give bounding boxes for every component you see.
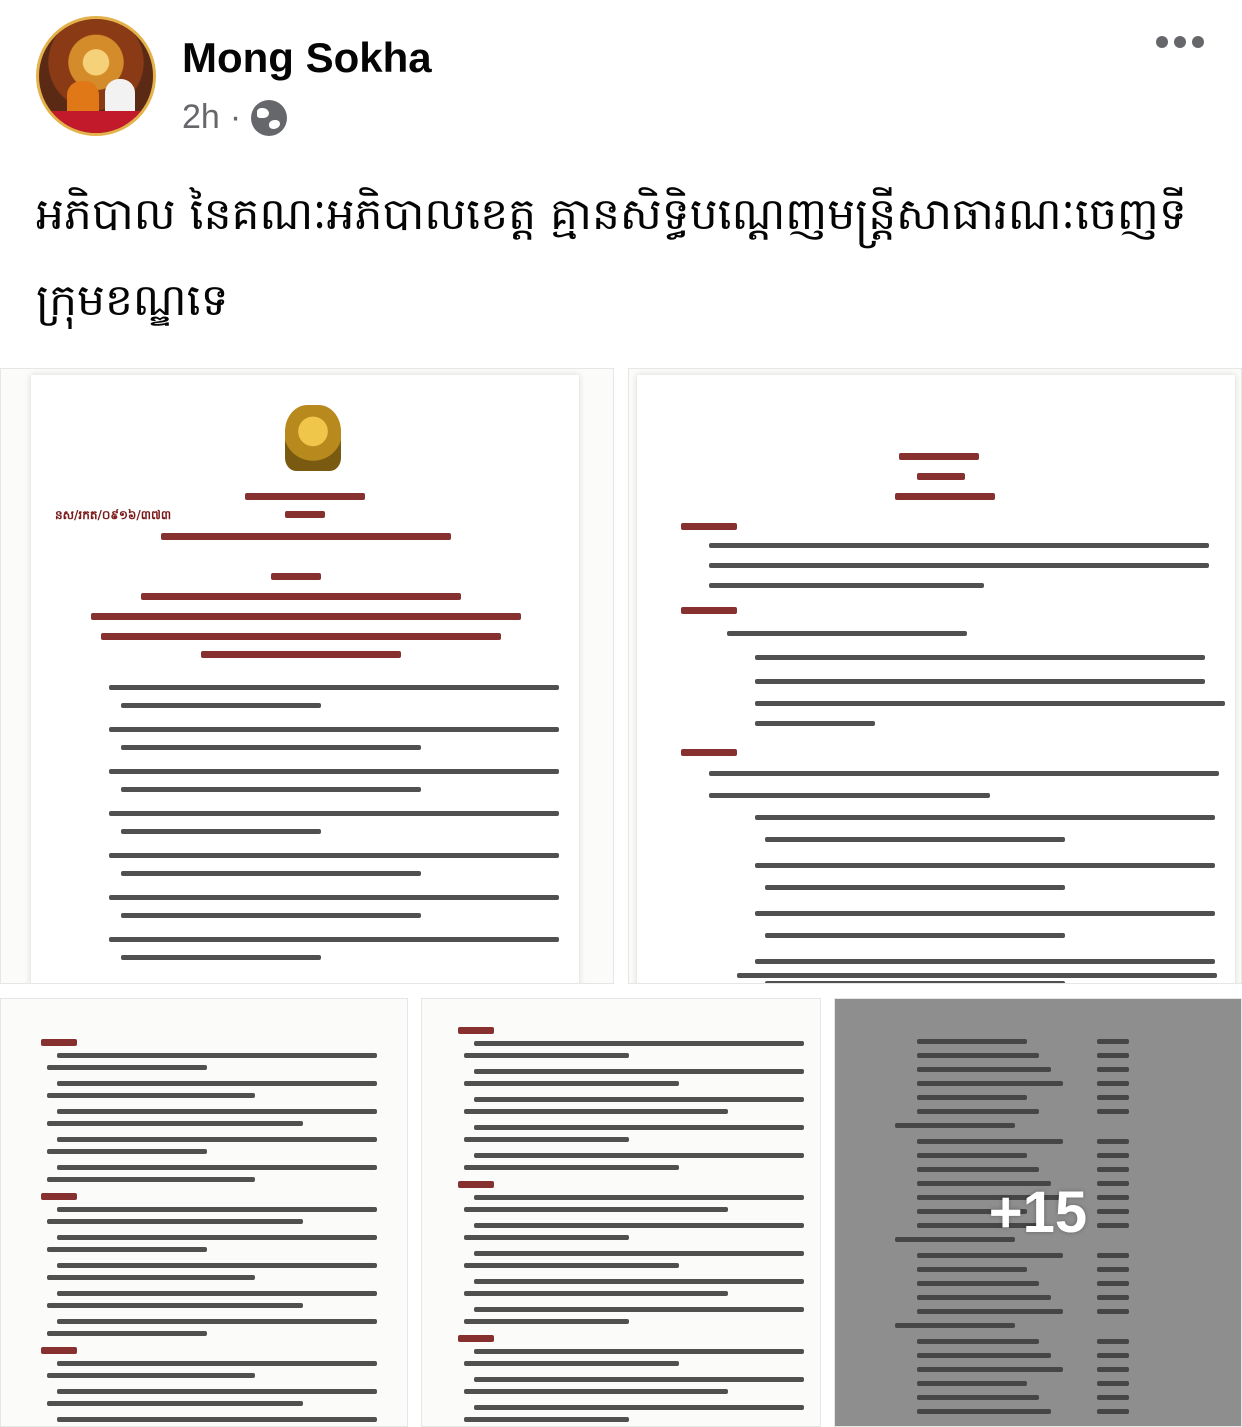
document-text-line (681, 523, 737, 530)
post-header (0, 0, 1242, 150)
document-text-line (464, 1165, 679, 1170)
document-text-line (464, 1081, 679, 1086)
document-text-line (464, 1263, 679, 1268)
document-text-line (285, 511, 325, 518)
document-text-line (47, 1275, 255, 1280)
author-name[interactable]: Mong Sokha (182, 34, 432, 81)
document-text-line (464, 1417, 629, 1422)
document-text-line (755, 655, 1205, 660)
post-time[interactable]: 2h (182, 98, 220, 136)
document-text-line (141, 593, 461, 600)
document-text-line (765, 837, 1065, 842)
document-text-line (41, 1039, 77, 1046)
more-options-icon[interactable] (1156, 36, 1204, 48)
document-text-line (271, 573, 321, 580)
document-text-line (464, 1389, 728, 1394)
document-text-line (474, 1307, 804, 1312)
document-text-line (474, 1405, 804, 1410)
document-text-line (121, 829, 321, 834)
photo-document-3[interactable] (0, 998, 408, 1427)
document-text-line (47, 1303, 303, 1308)
document-text-line (57, 1235, 377, 1240)
more-dot (1174, 36, 1186, 48)
document-text-line (47, 1149, 207, 1154)
post-text: អភិបាល នៃគណៈអភិបាលខេត្ត គ្មានសិទ្ធិបណ្ដេញមន្ត្រីសាធារណៈចេញទីក្រុមខណ្ឌទេ (36, 189, 1187, 326)
document-text-line (755, 721, 875, 726)
document-text-line (41, 1347, 77, 1354)
post-meta (182, 98, 287, 137)
more-photos-overlay[interactable]: +15 (988, 1180, 1088, 1245)
document-text-line (245, 493, 365, 500)
photo-document-4[interactable] (421, 998, 821, 1427)
document-text-line (109, 727, 559, 732)
document-text-line (727, 631, 967, 636)
document-text-line (765, 933, 1065, 938)
more-dot (1156, 36, 1168, 48)
document-text-line (458, 1335, 494, 1342)
document-text-line (109, 811, 559, 816)
document-text-line (47, 1121, 303, 1126)
document-text-line (57, 1081, 377, 1086)
globe-icon[interactable] (251, 100, 287, 136)
royal-crest-icon (285, 405, 341, 471)
document-text-line (474, 1153, 804, 1158)
avatar-banner (39, 111, 153, 133)
photo-document-2[interactable] (628, 368, 1242, 984)
document-page (31, 375, 579, 984)
document-text-line (121, 913, 421, 918)
document-text-line (474, 1069, 804, 1074)
document-text-line (47, 1373, 255, 1378)
document-text-line (47, 1219, 303, 1224)
document-text-line (464, 1361, 679, 1366)
document-text-line (755, 959, 1215, 964)
document-text-line (161, 533, 451, 540)
document-text-line (755, 679, 1205, 684)
document-text-line (474, 1251, 804, 1256)
document-text-line (899, 453, 979, 460)
document-text-line (755, 815, 1215, 820)
document-text-line (458, 1181, 494, 1188)
document-text-line (41, 1193, 77, 1200)
document-text-line (57, 1109, 377, 1114)
document-text-line (121, 703, 321, 708)
document-text-line (109, 685, 559, 690)
document-text-line (57, 1319, 377, 1324)
document-text-line (57, 1361, 377, 1366)
document-text-line (109, 853, 559, 858)
document-text-line (709, 543, 1209, 548)
meta-separator: · (229, 98, 242, 136)
document-text-line (57, 1263, 377, 1268)
document-text-line (47, 1093, 255, 1098)
document-text-line (474, 1349, 804, 1354)
document-text-line (755, 863, 1215, 868)
avatar[interactable] (36, 16, 156, 136)
document-text-line (474, 1377, 804, 1382)
document-text-line (755, 701, 1225, 706)
document-text-line (464, 1137, 629, 1142)
document-text-line (474, 1223, 804, 1228)
more-dot (1192, 36, 1204, 48)
document-text-line (57, 1137, 377, 1142)
document-text-line (121, 745, 421, 750)
document-text-line (109, 895, 559, 900)
document-text-line (201, 651, 401, 658)
document-text-line (121, 871, 421, 876)
document-text-line (121, 787, 421, 792)
document-text-line (755, 911, 1215, 916)
document-text-line (917, 473, 965, 480)
document-text-line (91, 613, 521, 620)
document-reference: នស/រកត/០៩១៦/៣៧៣ (55, 508, 172, 522)
document-text-line (57, 1389, 377, 1394)
document-text-line (57, 1417, 377, 1422)
document-text-line (709, 771, 1219, 776)
document-text-line (681, 607, 737, 614)
document-text-line (737, 973, 1217, 978)
document-text-line (47, 1177, 255, 1182)
document-text-line (57, 1291, 377, 1296)
document-text-line (47, 1331, 207, 1336)
document-text-line (709, 583, 984, 588)
photo-document-1[interactable] (0, 368, 614, 984)
document-text-line (895, 493, 995, 500)
document-text-line (109, 769, 559, 774)
document-text-line (57, 1207, 377, 1212)
document-text-line (464, 1207, 728, 1212)
document-text-line (464, 1319, 629, 1324)
document-text-line (474, 1279, 804, 1284)
document-text-line (474, 1041, 804, 1046)
document-text-line (709, 793, 990, 798)
document-text-line (765, 981, 1065, 984)
document-text-line (765, 885, 1065, 890)
document-text-line (57, 1053, 377, 1058)
document-text-line (464, 1053, 629, 1058)
document-text-line (681, 749, 737, 756)
document-text-line (474, 1125, 804, 1130)
document-text-line (464, 1291, 728, 1296)
document-text-line (47, 1247, 207, 1252)
document-text-line (101, 633, 501, 640)
document-text-line (464, 1235, 629, 1240)
document-text-line (458, 1027, 494, 1034)
document-page (637, 375, 1235, 984)
document-text-line (47, 1065, 207, 1070)
document-text-line (474, 1195, 804, 1200)
document-text-line (47, 1401, 303, 1406)
document-text-line (57, 1165, 377, 1170)
document-text-line (464, 1109, 728, 1114)
document-text-line (474, 1097, 804, 1102)
document-text-line (121, 955, 321, 960)
document-text-line (709, 563, 1209, 568)
document-text-line (109, 937, 559, 942)
